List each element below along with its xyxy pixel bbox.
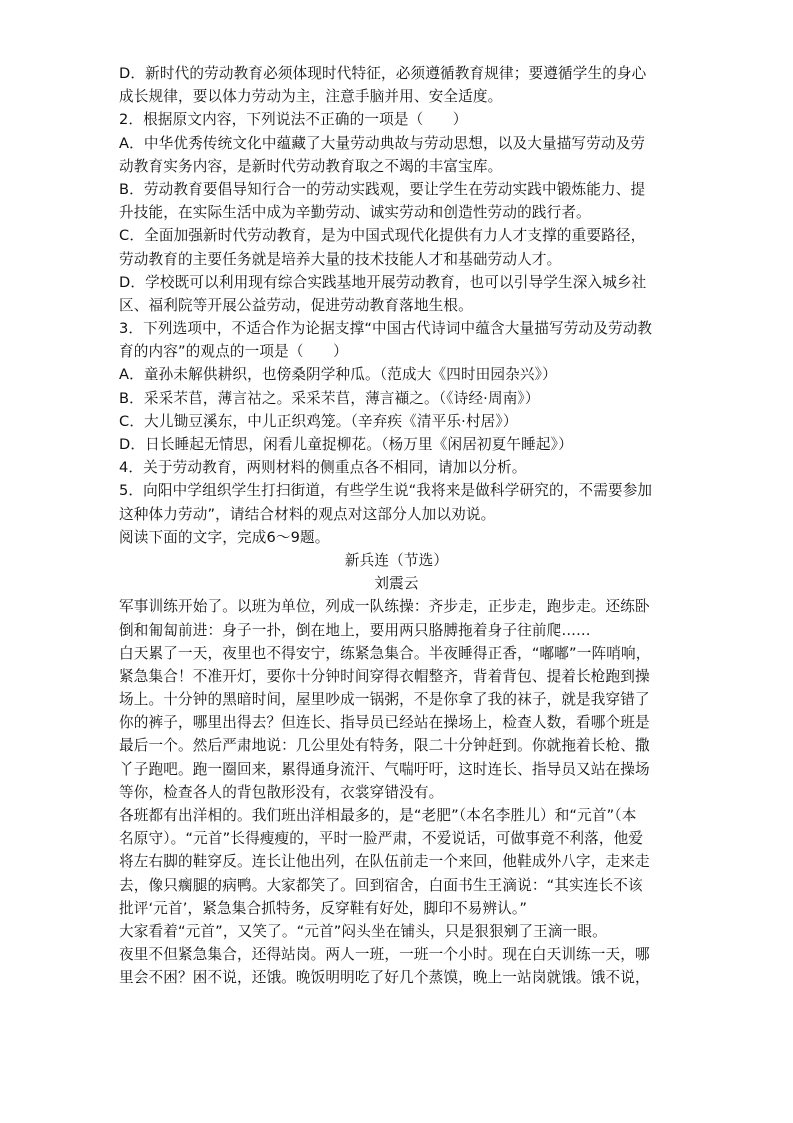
- text-line: A．中华优秀传统文化中蕴藏了大量劳动典故与劳动思想，以及大量描写劳动及劳: [119, 134, 646, 152]
- text-line: 育的内容”的观点的一项是（ ）: [119, 343, 348, 361]
- text-line: 大家看着“元首”，又笑了。“元首”闷头坐在铺头，只是狠狠剜了王滴一眼。: [119, 922, 607, 940]
- text-line: D．新时代的劳动教育必须体现时代特征，必须遵循教育规律；要遵循学生的身心: [119, 65, 647, 82]
- text-line: 等你，检查各人的背包散形没有，衣裳穿错没有。: [119, 783, 444, 801]
- instruction-line: 阅读下面的文字，完成6～9题。: [119, 528, 330, 546]
- text-line: 将左右脚的鞋穿反。连长让他出列，在队伍前走一个来回，他鞋成外八字，走来走: [119, 853, 650, 871]
- text-line: B．劳动教育要倡导知行合一的劳动实践观，要让学生在劳动实践中锻炼能力、提: [119, 180, 646, 198]
- text-line: 批评‘元首’，紧急集合抓特务，反穿鞋有好处，脚印不易辨认。”: [119, 899, 528, 917]
- text-line: 最后一个。然后严肃地说：几公里处有特务，限二十分钟赶到。你就拖着长枪、撒: [119, 737, 650, 755]
- text-line: C．大儿锄豆溪东，中儿正织鸡笼。（辛弃疾《清平乐·村居》）: [119, 412, 518, 430]
- question-line: 4．关于劳动教育，两则材料的侧重点各不相同，请加以分析。: [119, 459, 527, 477]
- text-line: 军事训练开始了。以班为单位，列成一队练操：齐步走，正步走，跑步走。还练卧: [119, 598, 650, 616]
- text-line: 里会不困？困不说，还饿。晚饭明明吃了好几个蒸馍，晚上一站岗就饿。饿不说，: [119, 969, 650, 987]
- question-line: 5．向阳中学组织学生打扫街道，有些学生说“我将来是做科学研究的，不需要参加: [119, 482, 653, 500]
- document-page: [119, 62, 674, 990]
- text-line: 场上。十分钟的黑暗时间，屋里吵成一锅粥，不是你拿了我的袜子，就是我穿错了: [119, 691, 650, 709]
- text-line: 区、福利院等开展公益劳动，促进劳动教育落地生根。: [119, 296, 473, 314]
- question-line: 3．下列选项中，不适合作为论据支撑“中国古代诗词中蕴含大量描写劳动及劳动教: [119, 320, 653, 338]
- text-line: A．童孙未解供耕织，也傍桑阴学种瓜。（范成大《四时田园杂兴》）: [119, 366, 557, 384]
- text-line: 升技能，在实际生活中成为辛勤劳动、诚实劳动和创造性劳动的践行者。: [119, 204, 591, 222]
- text-line: 成长规律，要以体力劳动为主，注意手脑并用、安全适度。: [119, 88, 503, 106]
- passage-author: 刘震云: [374, 575, 419, 593]
- text-line: 夜里不但紧急集合，还得站岗。两人一班，一班一个小时。现在白天训练一天，哪: [119, 946, 650, 964]
- text-line: 这种体力劳动”，请结合材料的观点对这部分人加以劝说。: [119, 505, 496, 523]
- text-line: 去，像只瘸腿的病鸭。大家都笑了。回到宿舍，白面书生王滴说：“其实连长不该: [119, 876, 643, 894]
- text-line: 劳动教育的主要任务就是培养大量的技术技能人才和基础劳动人才。: [119, 250, 562, 268]
- text-line: 紧急集合！不准开灯，要你十分钟时间穿得衣帽整齐，背着背包、提着长枪跑到操: [119, 667, 650, 685]
- text-line: 名原守）。“元首”长得瘦瘦的，平时一脸严肃，不爱说话，可做事竟不利落，他爱: [119, 830, 644, 848]
- text-line: 白天累了一天，夜里也不得安宁，练紧急集合。半夜睡得正香，“嘟嘟”一阵哨响，: [119, 644, 651, 662]
- text-line: 丫子跑吧。跑一圈回来，累得通身流汗、气喘吁吁，这时连长、指导员又站在操场: [119, 760, 650, 778]
- text-line: B．采采芣苢，薄言祜之。采采芣苢，薄言襭之。（《诗经·周南》）: [119, 389, 540, 407]
- text-line: 倒和匍匐前进：身子一扑，倒在地上，要用两只胳膊拖着身子往前爬……: [119, 621, 591, 639]
- text-line: 你的裤子，哪里出得去？但连长、指导员已经站在操场上，检查人数，看哪个班是: [119, 714, 650, 732]
- passage-title: 新兵连（节选）: [344, 551, 449, 569]
- text-line: D．日长睡起无情思，闲看儿童捉柳花。（杨万里《闲居初夏午睡起》）: [119, 436, 573, 453]
- question-line: 2．根据原文内容，下列说法不正确的一项是（ ）: [119, 111, 468, 129]
- text-line: 动教育实务内容，是新时代劳动教育取之不竭的丰富宝库。: [119, 157, 503, 175]
- text-line: C．全面加强新时代劳动教育，是为中国式现代化提供有力人才支撑的重要路径，: [119, 227, 646, 245]
- text-line: D．学校既可以利用现有综合实践基地开展劳动教育，也可以引导学生深入城乡社: [119, 273, 647, 291]
- text-line: 各班都有出洋相的。我们班出洋相最多的，是“老肥”（本名李胜儿）和“元首”（本: [119, 807, 637, 824]
